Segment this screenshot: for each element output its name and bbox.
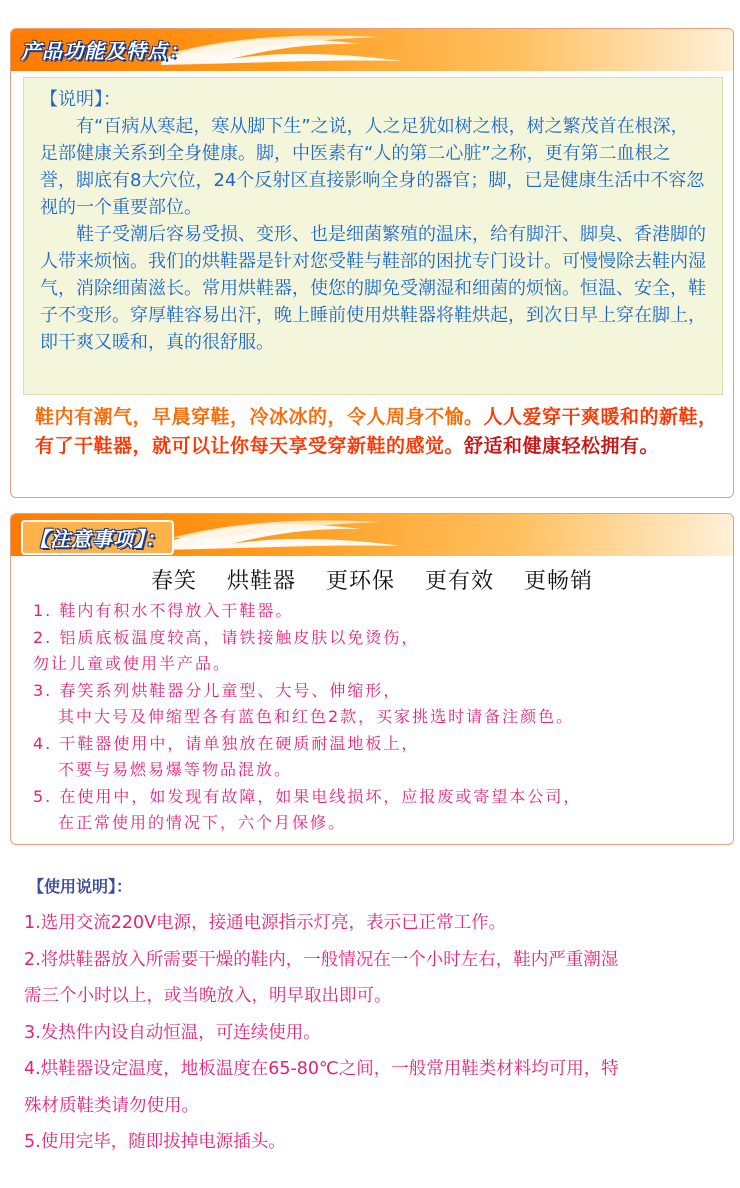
product-slogan: 春笑 烘鞋器 更环保 更有效 更畅销: [151, 569, 593, 594]
note-line: 2. 铝质底板温度较高，请铁接触皮肤以免烫伤，: [33, 627, 420, 647]
description-paragraph-1: 有“百病从寒起，寒从脚下生”之说，人之足犹如树之根，树之繁茂首在根深，足部健康关系到全身健康。脚，中医素有“人的第二心脏”之称，更有第二血根之誉，脚底有8大穴位，24个反射区直接影响全身的器官；脚，已是健康生活中不容忽视的一个重要部位。: [40, 116, 705, 218]
note-line: 3. 春笑系列烘鞋器分儿童型、大号、伸缩形，: [33, 680, 402, 700]
promo-part-b: 人人爱穿干爽暖和的新鞋，有了干鞋器，就可以让你每天享受穿新鞋的感觉。: [35, 406, 718, 457]
usage-line: 殊材质鞋类请勿使用。: [24, 1095, 199, 1116]
note-line: 勿让儿童或使用半产品。: [33, 654, 232, 673]
product-features-panel: [10, 28, 734, 498]
note-line: 1. 鞋内有积水不得放入干鞋器。: [33, 601, 294, 620]
promo-part-c: 舒适和健康轻松拥有。: [464, 435, 660, 457]
usage-line: 2.将烘鞋器放入所需要干燥的鞋内，一般情况在一个小时左右，鞋内严重潮湿: [24, 949, 619, 970]
precautions-list: [33, 598, 723, 837]
features-header: [11, 29, 733, 71]
note-line: 5. 在使用中，如发现有故障，如果电线损坏，应报废或寄望本公司，: [33, 786, 582, 806]
usage-list: [24, 905, 724, 1161]
usage-line: 4.烘鞋器设定温度，地板温度在65-80℃之间，一般常用鞋类材料均可用，特: [24, 1059, 619, 1079]
precautions-panel: [10, 513, 734, 845]
precautions-title: 【注意事项】：: [21, 520, 174, 555]
usage-title: 【使用说明】：: [28, 877, 133, 896]
flame-decoration-icon: [161, 514, 461, 556]
precautions-header: [11, 514, 733, 556]
description-label: 【说明】：: [40, 89, 121, 110]
note-line: 4. 干鞋器使用中，请单独放在硬质耐温地板上，: [33, 733, 420, 753]
flame-decoration-icon: [161, 29, 461, 71]
promo-text: [35, 403, 725, 461]
usage-line: 1.选用交流220V电源，接通电源指示灯亮，表示已正常工作。: [24, 913, 507, 933]
usage-line: 3.发热件内设自动恒温，可连续使用。: [24, 1022, 321, 1043]
note-line: 在正常使用的情况下，六个月保修。: [58, 813, 347, 832]
description-paragraph-2: 鞋子受潮后容易受损、变形、也是细菌繁殖的温床，给有脚汗、脚臭、香港脚的人带来烦恼。我们的烘鞋器是针对您受鞋与鞋部的困扰专门设计。可慢慢除去鞋内湿气，消除细菌滋长。常用烘鞋器，使您的脚免受潮湿和细菌的烦恼。恒温、安全，鞋子不变形。穿厚鞋容易出汗，晚上睡前使用烘鞋器将鞋烘起，到次日早上穿在脚上，即干爽又暖和，真的很舒服。: [40, 224, 706, 353]
description-box: [23, 77, 723, 395]
note-line: 不要与易燃易爆等物品混放。: [58, 760, 293, 779]
usage-line: 需三个小时以上，或当晚放入，明早取出即可。: [24, 986, 392, 1006]
note-line: 其中大号及伸缩型各有蓝色和红色2款，买家挑选时请备注颜色。: [58, 707, 575, 726]
usage-line: 5.使用完毕，随即拔掉电源插头。: [24, 1132, 286, 1152]
promo-part-a: 鞋内有潮气，早晨穿鞋，冷冰冰的，令人周身不愉。: [35, 406, 484, 428]
features-title: 产品功能及特点：: [21, 39, 189, 63]
